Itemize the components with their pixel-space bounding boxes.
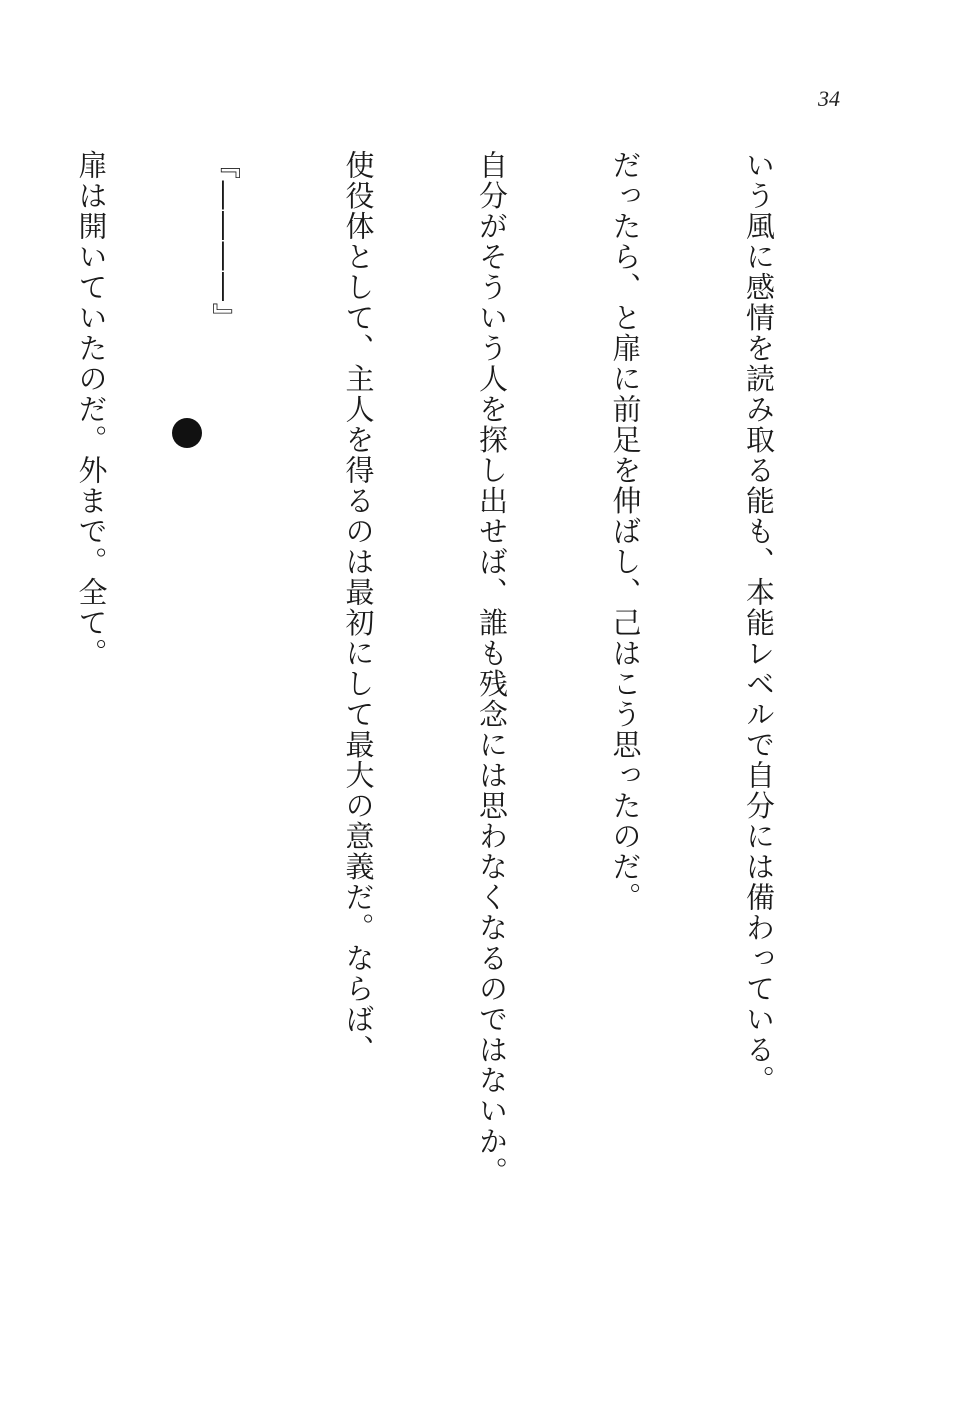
page-number: 34 xyxy=(818,86,840,111)
body-text xyxy=(0,150,870,1310)
text-line-5: 『――――』 xyxy=(208,150,242,333)
text-line-1: いう風に感情を読み取る能も、本能レベルで自分には備わっている。 xyxy=(742,150,776,1096)
text-line-3: 自分がそういう人を探し出せば、誰も残念には思わなくなるのではないか。 xyxy=(475,150,509,1187)
scene-break-dot-icon xyxy=(172,418,202,448)
text-line-4: 使役体として、主人を得るのは最初にして最大の意義だ。ならば、 xyxy=(341,150,376,1065)
text-line-6: 扉は開いていたのだ。外まで。全て。 xyxy=(74,150,109,669)
text-line-2: だったら、と扉に前足を伸ばし、己はこう思ったのだ。 xyxy=(608,150,643,913)
